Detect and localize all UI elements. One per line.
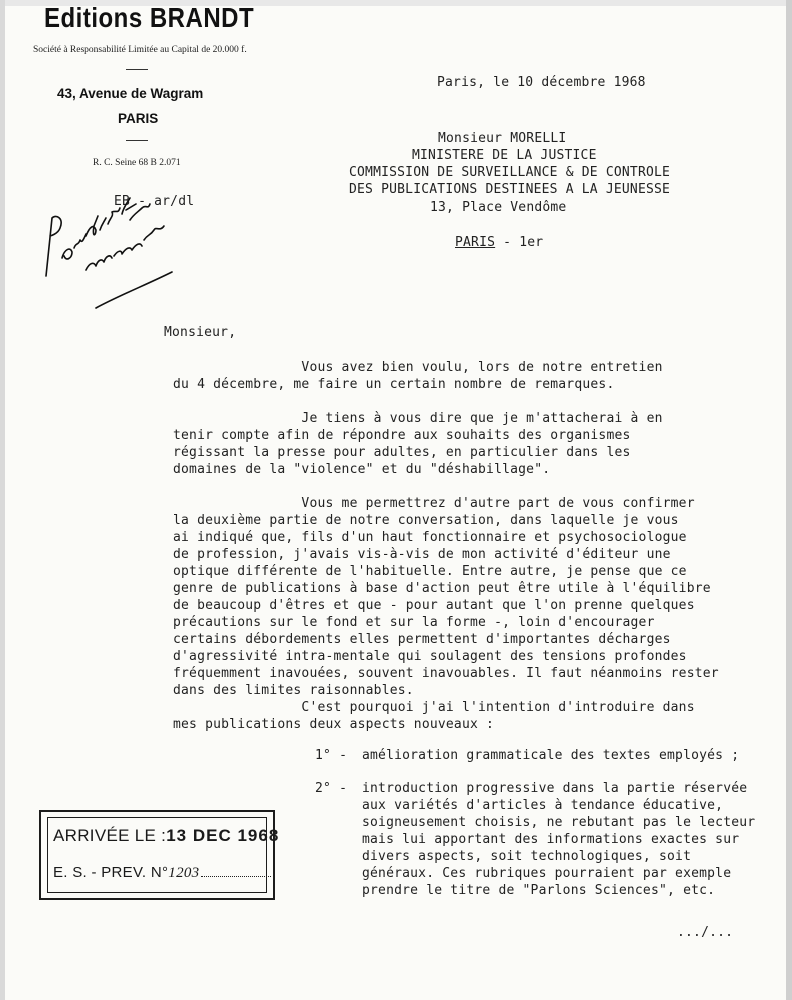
body-line: genre de publications à base d'action peut être utile à l'équilibre: [173, 581, 711, 596]
body-line: domaines de la "violence" et du "déshabillage".: [173, 462, 551, 477]
body-line: mes publications deux aspects nouveaux :: [173, 717, 495, 732]
body-line: dans des limites raisonnables.: [173, 683, 414, 698]
recipient-ministry: MINISTERE DE LA JUSTICE: [412, 148, 597, 163]
stamp-reference-line: [53, 864, 271, 882]
letterhead-company-line: Société à Responsabilité Limitée au Capital de 20.000 f.: [33, 45, 247, 55]
item-line: mais lui apportant des informations exactes sur: [362, 832, 740, 847]
letterhead-registration: R. C. Seine 68 B 2.071: [93, 158, 181, 168]
recipient-publications: DES PUBLICATIONS DESTINEES A LA JEUNESSE: [349, 182, 671, 197]
recipient-commission: COMMISSION DE SURVEILLANCE & DE CONTROLE: [349, 165, 671, 180]
body-line: fréquemment inavouées, souvent inavouables. Il faut néanmoins rester: [173, 666, 719, 681]
body-line: de profession, j'avais vis-à-vis de mon activité d'éditeur une: [173, 547, 671, 562]
item-line: généraux. Ces rubriques pourraient par exemple: [362, 866, 732, 881]
stamp-number: 1203: [168, 865, 200, 881]
body-line: optique différente de l'habituelle. Entre autre, je pense que ce: [173, 564, 687, 579]
recipient-city-line: [455, 235, 543, 250]
stamp-arrival-label: ARRIVÉE LE :: [53, 826, 167, 845]
item-line: divers aspects, soit technologiques, soit: [362, 849, 692, 864]
letterhead-address: 43, Avenue de Wagram: [57, 86, 204, 101]
recipient-name: Monsieur MORELLI: [438, 131, 567, 146]
reference-initials: EB - ar/dl: [114, 194, 195, 209]
body-line: précautions sur le fond et sur la forme -, loin d'encourager: [173, 615, 655, 630]
stamp-arrival-line: [53, 826, 279, 846]
body-line: C'est pourquoi j'ai l'intention d'introduire dans: [173, 700, 695, 715]
body-line: régissant la presse pour adultes, en particulier dans les: [173, 445, 631, 460]
body-line: la deuxième partie de notre conversation, dans laquelle je vous: [173, 513, 679, 528]
scan-edge-right: [786, 0, 792, 1000]
body-line: du 4 décembre, me faire un certain nombre de remarques.: [173, 377, 615, 392]
letterhead-rule-2: [126, 140, 148, 141]
item-line: aux variétés d'articles à tendance éducative,: [362, 798, 724, 813]
letterhead-city: PARIS: [118, 111, 159, 126]
stamp-reference-label: E. S. - PREV. N°: [53, 864, 169, 881]
arrival-stamp: [39, 810, 280, 900]
continuation-mark: .../...: [677, 925, 734, 940]
scan-edge-left: [0, 0, 5, 1000]
body-line: de beaucoup d'êtres et que - pour autant que l'on prenne quelques: [173, 598, 695, 613]
item-line: amélioration grammaticale des textes employés ;: [362, 748, 740, 763]
recipient-arrondissement: - 1er: [495, 235, 544, 250]
handwritten-annotation: [38, 196, 178, 314]
item-marker: 1° -: [315, 748, 348, 763]
body-line: d'agressivité intra-mentale qui soulagent des tensions profondes: [173, 649, 687, 664]
body-line: Vous avez bien voulu, lors de notre entretien: [173, 360, 663, 375]
letterhead-rule: [126, 69, 148, 70]
body-line: ai indiqué que, fils d'un haut fonctionnaire et psychosociologue: [173, 530, 687, 545]
item-line: introduction progressive dans la partie réservée: [362, 781, 748, 796]
stamp-date: 13 DEC 1968: [166, 826, 280, 845]
salutation: Monsieur,: [164, 325, 237, 340]
place-date: Paris, le 10 décembre 1968: [437, 75, 646, 90]
body-line: Je tiens à vous dire que je m'attacherai à en: [173, 411, 663, 426]
body-line: certains débordements elles permettent d'importantes décharges: [173, 632, 671, 647]
letterhead-company-name: Editions BRANDT: [44, 3, 255, 35]
item-line: prendre le titre de "Parlons Sciences", etc.: [362, 883, 716, 898]
body-line: Vous me permettrez d'autre part de vous confirmer: [173, 496, 695, 511]
recipient-city: PARIS: [455, 235, 496, 250]
item-marker: 2° -: [315, 781, 348, 796]
recipient-street: 13, Place Vendôme: [430, 200, 567, 215]
body-line: tenir compte afin de répondre aux souhaits des organismes: [173, 428, 631, 443]
stamp-dotted-line: [201, 876, 271, 877]
item-line: soigneusement choisis, ne rebutant pas le lecteur: [362, 815, 756, 830]
